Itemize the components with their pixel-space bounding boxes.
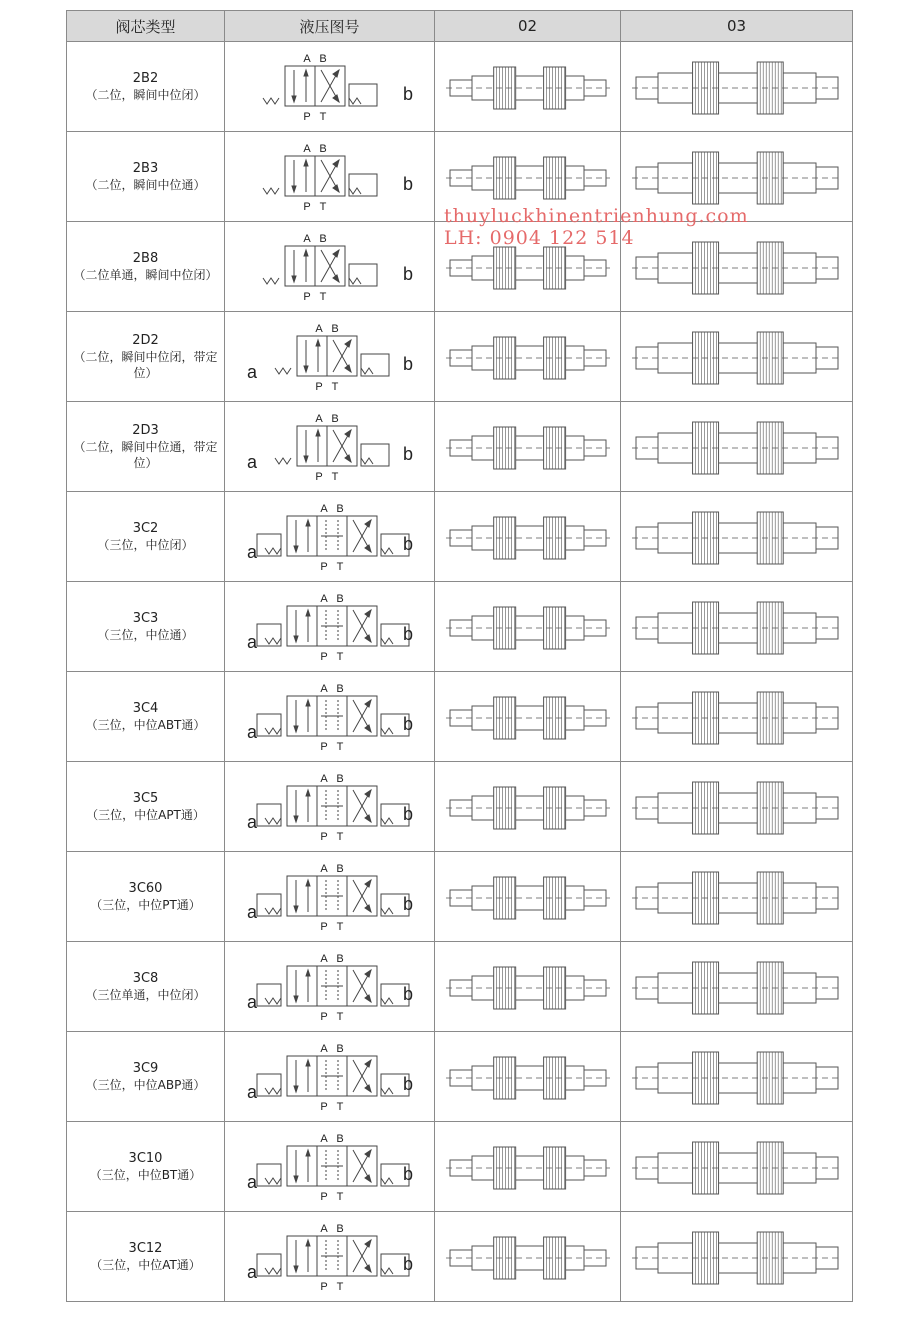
port-p-label: P (319, 740, 328, 753)
port-t-label: T (336, 920, 343, 933)
port-b-label: B (335, 772, 344, 785)
port-a-label: A (302, 142, 311, 155)
port-p-label: P (319, 1280, 328, 1293)
hydraulic-symbol-diagram (227, 404, 433, 490)
spool-description: （二位，瞬间中位通） (85, 177, 206, 192)
port-b-label: B (335, 1132, 344, 1145)
watermark-phone: LH: 0904 122 514 (444, 227, 635, 249)
hydraulic-symbol-diagram (227, 134, 433, 220)
spool-description: （二位，瞬间中位通，带定位） (73, 439, 218, 470)
spool-03-cell (621, 402, 853, 492)
spool-03-diagram (624, 224, 850, 310)
solenoid-b-label: b (402, 1253, 413, 1274)
solenoid-b-label: b (402, 263, 413, 284)
spool-type-cell (67, 492, 225, 582)
spool-description: （二位，瞬间中位闭） (85, 87, 206, 102)
spool-03-cell (621, 942, 853, 1032)
hydraulic-symbol-cell (225, 1122, 435, 1212)
table-row (67, 1032, 853, 1122)
valve-symbol (275, 426, 389, 466)
spool-drawing (632, 962, 842, 1014)
port-a-label: A (319, 1042, 328, 1055)
spool-drawing (446, 427, 610, 469)
spool-type-cell (67, 1032, 225, 1122)
spool-code: 2D3 (132, 422, 159, 438)
port-b-label: B (335, 592, 344, 605)
spool-02-cell (435, 312, 621, 402)
spool-description: （三位，中位AT通） (90, 1257, 201, 1272)
spool-code: 3C3 (132, 610, 159, 626)
spool-03-cell (621, 312, 853, 402)
port-b-label: B (335, 952, 344, 965)
port-p-label: P (319, 1100, 328, 1113)
port-a-label: A (319, 862, 328, 875)
spool-type-cell (67, 1212, 225, 1302)
table-row (67, 762, 853, 852)
port-b-label: B (335, 1222, 344, 1235)
spool-drawing (446, 157, 610, 199)
hydraulic-symbol-diagram (227, 494, 433, 580)
port-t-label: T (336, 1100, 343, 1113)
port-p-label: P (319, 650, 328, 663)
port-a-label: A (302, 232, 311, 245)
valve-symbol (257, 786, 409, 826)
valve-symbol (257, 606, 409, 646)
spool-code: 2B8 (132, 250, 159, 266)
port-b-label: B (318, 232, 327, 245)
spool-03-diagram (624, 44, 850, 130)
port-a-label: A (314, 412, 323, 425)
port-t-label: T (319, 200, 326, 213)
port-p-label: P (319, 1010, 328, 1023)
spool-description: （二位，瞬间中位闭，带定位） (73, 349, 218, 380)
spool-02-diagram (438, 1214, 618, 1300)
spool-02-diagram (438, 1124, 618, 1210)
spool-drawing (632, 782, 842, 834)
spool-code: 3C4 (132, 700, 159, 716)
spool-description: （三位，中位闭） (97, 537, 194, 552)
table-row (67, 672, 853, 762)
hydraulic-symbol-cell (225, 492, 435, 582)
port-t-label: T (336, 650, 343, 663)
spool-02-diagram (438, 584, 618, 670)
port-t-label: T (319, 110, 326, 123)
spool-description: （二位单通，瞬间中位闭） (73, 267, 218, 282)
solenoid-b-label: b (402, 533, 413, 554)
table-row (67, 402, 853, 492)
port-t-label: T (336, 1190, 343, 1203)
valve-symbol (257, 966, 409, 1006)
spool-03-diagram (624, 674, 850, 760)
port-p-label: P (319, 920, 328, 933)
port-p-label: P (314, 470, 323, 483)
port-b-label: B (318, 52, 327, 65)
table-row (67, 582, 853, 672)
spool-code: 2B2 (132, 70, 159, 86)
hydraulic-symbol-diagram (227, 674, 433, 760)
solenoid-a-label: a (246, 631, 257, 652)
spool-02-cell (435, 492, 621, 582)
table-row (67, 942, 853, 1032)
spool-03-cell (621, 492, 853, 582)
hydraulic-symbol-cell (225, 42, 435, 132)
spool-03-diagram (624, 404, 850, 490)
port-a-label: A (314, 322, 323, 335)
spool-02-cell (435, 942, 621, 1032)
port-p-label: P (302, 110, 311, 123)
solenoid-a-label: a (246, 991, 257, 1012)
spool-code: 2B3 (132, 160, 159, 176)
hydraulic-symbol-diagram (227, 1214, 433, 1300)
solenoid-b-label: b (402, 893, 413, 914)
port-b-label: B (330, 412, 339, 425)
hydraulic-symbol-diagram (227, 944, 433, 1030)
spool-02-cell (435, 1122, 621, 1212)
spool-02-diagram (438, 44, 618, 130)
hydraulic-symbol-diagram (227, 764, 433, 850)
port-t-label: T (336, 1010, 343, 1023)
spool-03-diagram (624, 944, 850, 1030)
table-row (67, 492, 853, 582)
solenoid-b-label: b (402, 803, 413, 824)
spool-drawing (632, 692, 842, 744)
port-a-label: A (319, 1222, 328, 1235)
port-a-label: A (302, 52, 311, 65)
solenoid-b-label: b (402, 353, 413, 374)
spool-02-diagram (438, 854, 618, 940)
spool-type-cell (67, 762, 225, 852)
port-t-label: T (336, 560, 343, 573)
solenoid-a-label: a (246, 451, 257, 472)
port-b-label: B (330, 322, 339, 335)
spool-02-cell (435, 582, 621, 672)
spool-03-cell (621, 222, 853, 312)
port-p-label: P (302, 290, 311, 303)
spool-drawing (446, 67, 610, 109)
spool-drawing (446, 697, 610, 739)
solenoid-b-label: b (402, 623, 413, 644)
spool-description: （三位，中位通） (97, 627, 194, 642)
spool-type-cell (67, 222, 225, 312)
spool-02-diagram (438, 314, 618, 400)
spool-drawing (632, 1142, 842, 1194)
spool-drawing (446, 1057, 610, 1099)
spool-03-cell (621, 1032, 853, 1122)
port-a-label: A (319, 592, 328, 605)
spool-type-table (66, 10, 853, 1302)
spool-drawing (632, 242, 842, 294)
spool-drawing (446, 517, 610, 559)
valve-symbol (275, 336, 389, 376)
spool-code: 3C5 (132, 790, 159, 806)
spool-description: （三位，中位APT通） (86, 807, 205, 822)
header-row (67, 11, 853, 42)
valve-symbol (257, 1146, 409, 1186)
hydraulic-symbol-diagram (227, 314, 433, 400)
spool-drawing (446, 877, 610, 919)
spool-code: 3C12 (128, 1240, 163, 1256)
spool-03-cell (621, 852, 853, 942)
spool-type-cell (67, 132, 225, 222)
spool-02-diagram (438, 944, 618, 1030)
port-p-label: P (314, 380, 323, 393)
spool-drawing (446, 967, 610, 1009)
solenoid-a-label: a (246, 1171, 257, 1192)
valve-symbol (263, 156, 377, 196)
table-row (67, 852, 853, 942)
spool-02-cell (435, 402, 621, 492)
hydraulic-symbol-cell (225, 1212, 435, 1302)
watermark-website: thuyluckhinentrienhung.com (444, 205, 749, 227)
hydraulic-symbol-diagram (227, 1034, 433, 1120)
hydraulic-symbol-cell (225, 852, 435, 942)
spool-02-cell (435, 1212, 621, 1302)
table-row (67, 312, 853, 402)
solenoid-a-label: a (246, 721, 257, 742)
spool-description: （三位，中位BT通） (89, 1167, 202, 1182)
hydraulic-symbol-diagram (227, 224, 433, 310)
solenoid-b-label: b (402, 1163, 413, 1184)
hydraulic-symbol-cell (225, 582, 435, 672)
port-b-label: B (335, 682, 344, 695)
spool-drawing (632, 872, 842, 924)
table-row (67, 42, 853, 132)
spool-drawing (446, 337, 610, 379)
table-row (67, 1122, 853, 1212)
hydraulic-symbol-diagram (227, 584, 433, 670)
solenoid-b-label: b (402, 443, 413, 464)
valve-symbol (263, 66, 377, 106)
hydraulic-symbol-cell (225, 1032, 435, 1122)
table-row (67, 1212, 853, 1302)
port-a-label: A (319, 502, 328, 515)
port-b-label: B (335, 862, 344, 875)
solenoid-b-label: b (402, 1073, 413, 1094)
solenoid-a-label: a (246, 1081, 257, 1102)
spool-type-cell (67, 942, 225, 1032)
port-t-label: T (336, 740, 343, 753)
spool-02-diagram (438, 494, 618, 580)
hydraulic-symbol-cell (225, 402, 435, 492)
port-t-label: T (319, 290, 326, 303)
solenoid-a-label: a (246, 1261, 257, 1282)
spool-type-cell (67, 582, 225, 672)
hydraulic-symbol-cell (225, 762, 435, 852)
header-hydraulic-symbol: 液压图号 (225, 11, 435, 42)
spool-drawing (446, 1147, 610, 1189)
valve-symbol (257, 876, 409, 916)
spool-description: （三位，中位ABP通） (85, 1077, 206, 1092)
spool-03-diagram (624, 314, 850, 400)
solenoid-a-label: a (246, 361, 257, 382)
spool-code: 3C9 (132, 1060, 159, 1076)
spool-03-diagram (624, 584, 850, 670)
spool-03-cell (621, 762, 853, 852)
spool-code: 2D2 (132, 332, 159, 348)
spool-drawing (632, 1052, 842, 1104)
spool-03-diagram (624, 1034, 850, 1120)
hydraulic-symbol-cell (225, 312, 435, 402)
spool-code: 3C8 (132, 970, 159, 986)
spool-03-cell (621, 42, 853, 132)
solenoid-a-label: a (246, 901, 257, 922)
spool-type-cell (67, 402, 225, 492)
port-a-label: A (319, 952, 328, 965)
spool-drawing (446, 787, 610, 829)
header-size-02: 02 (435, 11, 621, 42)
spool-03-cell (621, 1212, 853, 1302)
spool-drawing (632, 62, 842, 114)
spool-drawing (632, 602, 842, 654)
spool-02-diagram (438, 764, 618, 850)
spool-code: 3C2 (132, 520, 159, 536)
hydraulic-symbol-cell (225, 132, 435, 222)
solenoid-a-label: a (246, 541, 257, 562)
spool-type-cell (67, 852, 225, 942)
valve-symbol (257, 1056, 409, 1096)
spool-drawing (446, 607, 610, 649)
spool-description: （三位，中位PT通） (90, 897, 201, 912)
spool-03-cell (621, 672, 853, 762)
hydraulic-symbol-diagram (227, 1124, 433, 1210)
valve-symbol (263, 246, 377, 286)
port-t-label: T (336, 1280, 343, 1293)
spool-03-cell (621, 582, 853, 672)
port-b-label: B (335, 1042, 344, 1055)
port-b-label: B (335, 502, 344, 515)
spool-02-cell (435, 42, 621, 132)
hydraulic-symbol-diagram (227, 854, 433, 940)
solenoid-b-label: b (402, 173, 413, 194)
spool-03-diagram (624, 494, 850, 580)
spool-02-cell (435, 1032, 621, 1122)
solenoid-b-label: b (402, 83, 413, 104)
spool-description: （三位，中位ABT通） (85, 717, 206, 732)
spool-code: 3C60 (128, 880, 163, 896)
spool-type-cell (67, 1122, 225, 1212)
hydraulic-symbol-cell (225, 222, 435, 312)
spool-03-diagram (624, 1214, 850, 1300)
spool-drawing (632, 332, 842, 384)
port-t-label: T (336, 830, 343, 843)
port-a-label: A (319, 682, 328, 695)
hydraulic-symbol-cell (225, 672, 435, 762)
spool-type-cell (67, 312, 225, 402)
spool-code: 3C10 (128, 1150, 163, 1166)
valve-symbol (257, 516, 409, 556)
spool-drawing (632, 1232, 842, 1284)
spool-02-cell (435, 672, 621, 762)
solenoid-b-label: b (402, 983, 413, 1004)
valve-symbol (257, 696, 409, 736)
valve-symbol (257, 1236, 409, 1276)
port-a-label: A (319, 772, 328, 785)
header-size-03: 03 (621, 11, 853, 42)
spool-03-diagram (624, 1124, 850, 1210)
spool-description: （三位单通，中位闭） (85, 987, 206, 1002)
spool-drawing (446, 1237, 610, 1279)
port-p-label: P (319, 560, 328, 573)
spool-type-cell (67, 672, 225, 762)
spool-02-diagram (438, 674, 618, 760)
spool-02-cell (435, 852, 621, 942)
port-p-label: P (302, 200, 311, 213)
spool-02-cell (435, 762, 621, 852)
spool-drawing (632, 512, 842, 564)
spool-03-diagram (624, 854, 850, 940)
port-b-label: B (318, 142, 327, 155)
spool-drawing (632, 422, 842, 474)
spool-02-diagram (438, 404, 618, 490)
spool-03-cell (621, 1122, 853, 1212)
solenoid-b-label: b (402, 713, 413, 734)
spool-drawing (632, 152, 842, 204)
port-a-label: A (319, 1132, 328, 1145)
spool-drawing (446, 247, 610, 289)
port-t-label: T (331, 380, 338, 393)
port-p-label: P (319, 830, 328, 843)
spool-02-diagram (438, 1034, 618, 1120)
header-spool-type: 阀芯类型 (67, 11, 225, 42)
port-p-label: P (319, 1190, 328, 1203)
solenoid-a-label: a (246, 811, 257, 832)
spool-03-diagram (624, 764, 850, 850)
hydraulic-symbol-cell (225, 942, 435, 1032)
spool-type-cell (67, 42, 225, 132)
hydraulic-symbol-diagram (227, 44, 433, 130)
port-t-label: T (331, 470, 338, 483)
